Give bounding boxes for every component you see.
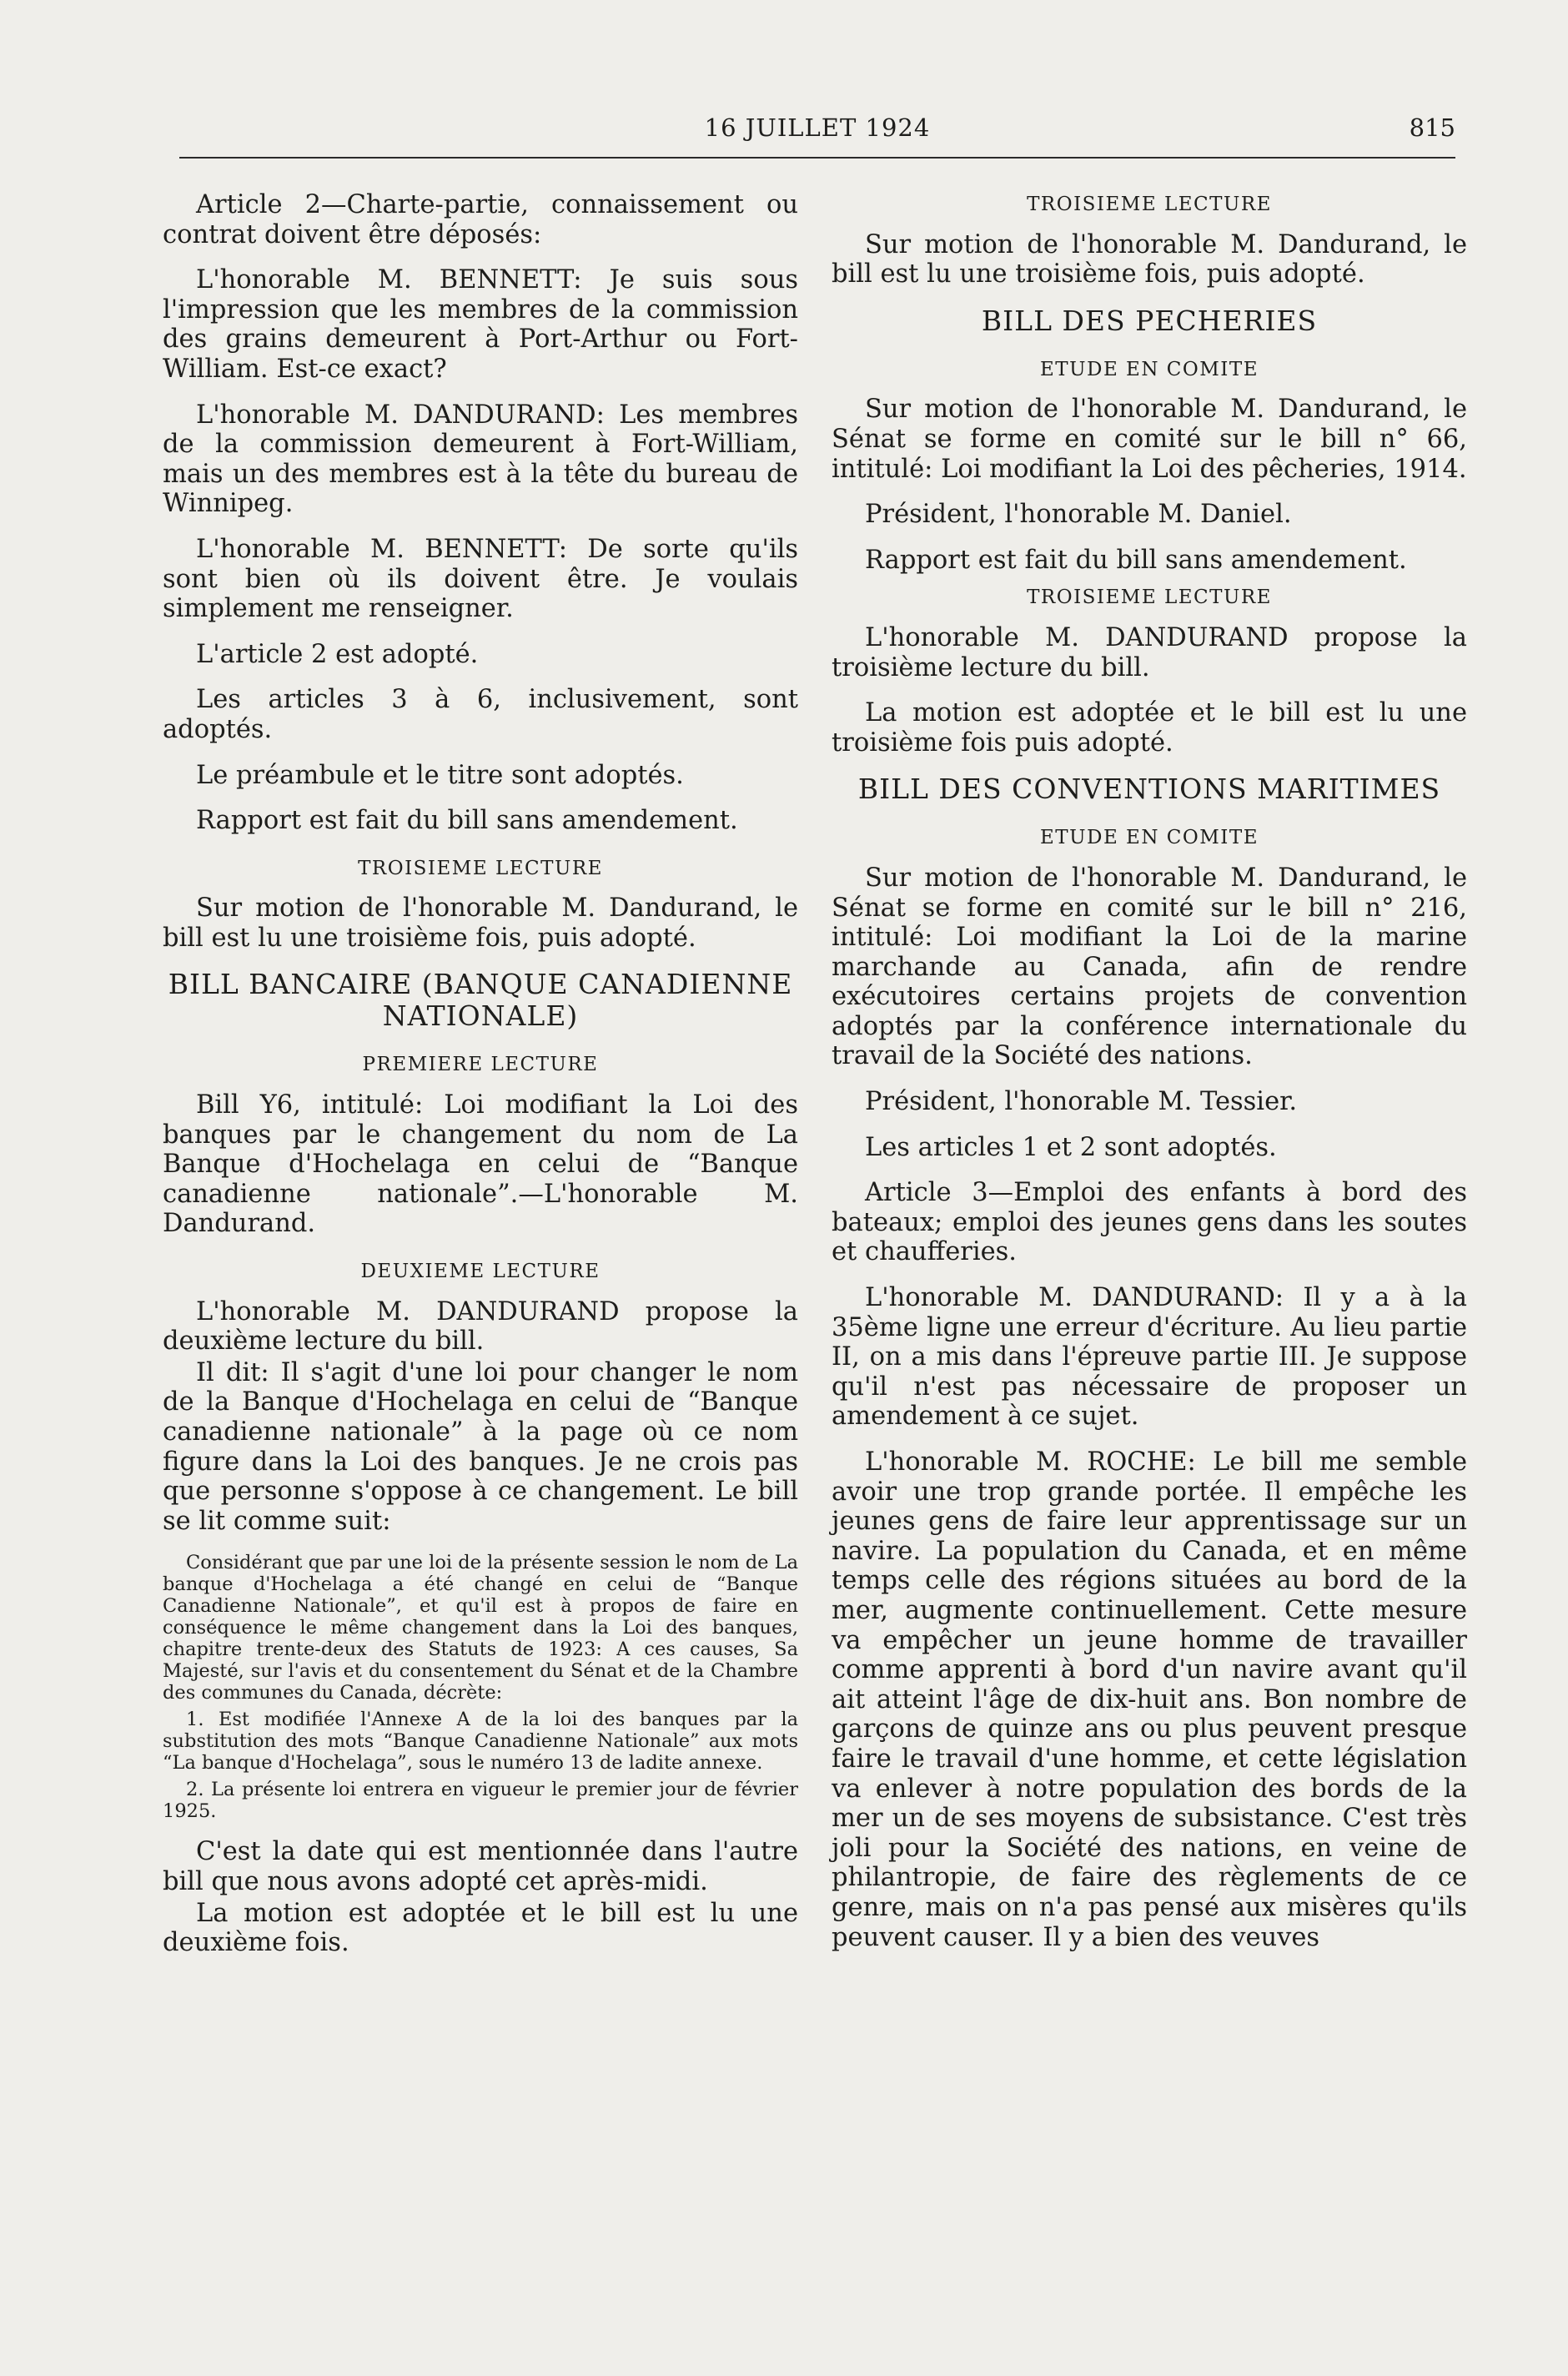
- header-date: 16 JUILLET 1924: [704, 113, 931, 142]
- paragraph: Article 3—Emploi des enfants à bord des bateaux; emploi des jeunes gens dans les soutes et chaufferies.: [832, 1178, 1467, 1267]
- paragraph: La motion est adoptée et le bill est lu une deuxième fois.: [163, 1898, 798, 1958]
- paragraph: Rapport est fait du bill sans amendement.: [196, 806, 738, 836]
- paragraph: C'est la date qui est mentionnée dans l'autre bill que nous avons adopté cet après-midi.: [163, 1837, 798, 1896]
- quoted-bill-text: 2. La présente loi entrera en vigueur le premier jour de février 1925.: [163, 1779, 798, 1823]
- paragraph: Article 2—Charte-partie, connaissement ou contrat doivent être déposés:: [163, 190, 798, 249]
- paragraph: L'honorable M. DANDURAND propose la deuxième lecture du bill.: [163, 1296, 798, 1357]
- paragraph: Sur motion de l'honorable M. Dandurand, le bill est lu une troisième fois, puis adopté.: [163, 894, 798, 953]
- paragraph: L'honorable M. BENNETT: Je suis sous l'impression que les membres de la commission des grains demeurent à Port-Arthur ou Fort-William. Est-ce exact?: [163, 265, 798, 384]
- quoted-bill-text: Considérant que par une loi de la présente session le nom de La banque d'Hochelaga a été changé en celui de “Banque Canadienne Nationale”, et qu'il est à propos de faire en conséquence le même changement dans la Loi des banques, chapitre trente-deux des Statuts de 1923: A ces causes, Sa Majesté, sur l'avis et du consentement du Sénat et de la Chambre des communes du Canada, décrète:: [163, 1552, 798, 1704]
- paragraph: Président, l'honorable M. Tessier.: [865, 1087, 1298, 1117]
- section-title: BILL BANCAIRE (BANQUE CANADIENNE NATIONALE): [168, 968, 793, 1033]
- left-column: [163, 190, 798, 1974]
- paragraph: La motion est adoptée et le bill est lu une troisième fois puis adopté.: [832, 698, 1467, 758]
- page-header: [179, 108, 1455, 159]
- section-title: BILL DES PECHERIES: [981, 304, 1318, 337]
- paragraph: L'honorable M. ROCHE: Le bill me semble avoir une trop grande portée. Il empêche les jeunes gens de faire leur apprentissage sur un navire. La population du Canada, et en même temps celle des régions situées au bord de la mer, augmente continuellement. Cette mesure va empêcher un jeune homme de travailler comme apprenti à bord d'un navire avant qu'il ait atteint l'âge de dix-huit ans. Bon nombre de garçons de quinze ans ou plus peuvent presque faire le travail d'une homme, et cette législation va enlever à notre population des bords de la mer un de ses moyens de subsistance. C'est très joli pour la Société des nations, en veine de philantropie, de faire des règlements de ce genre, mais on n'a pas pensé aux misères qu'ils peuvent causer. Il y a bien des veuves: [832, 1447, 1467, 1952]
- section-subheading: TROISIEME LECTURE: [1027, 586, 1272, 609]
- section-subheading: DEUXIEME LECTURE: [360, 1261, 601, 1283]
- paragraph: Rapport est fait du bill sans amendement.: [865, 545, 1407, 575]
- paragraph: Sur motion de l'honorable M. Dandurand, le Sénat se forme en comité sur le bill n° 66, intitulé: Loi modifiant la Loi des pêcheries, 1914.: [832, 395, 1467, 484]
- paragraph: Les articles 3 à 6, inclusivement, sont adoptés.: [163, 685, 798, 744]
- paragraph: L'honorable M. DANDURAND: Il y a à la 35ème ligne une erreur d'écriture. Au lieu partie II, on a mis dans l'épreuve partie III. Je suppose qu'il n'est pas nécessaire de proposer un amendement à ce sujet.: [832, 1283, 1467, 1432]
- paragraph: L'article 2 est adopté.: [196, 639, 479, 669]
- quoted-bill-text: 1. Est modifiée l'Annexe A de la loi des banques par la substitution des mots “Banque Canadienne Nationale” aux mots “La banque d'Hochelaga”, sous le numéro 13 de ladite annexe.: [163, 1709, 798, 1774]
- paragraph: Bill Y6, intitulé: Loi modifiant la Loi des banques par le changement du nom de La Banque d'Hochelaga en celui de “Banque canadienne nationale”.—L'honorable M. Dandurand.: [163, 1090, 798, 1239]
- right-column: [832, 190, 1467, 1968]
- paragraph: L'honorable M. BENNETT: De sorte qu'ils sont bien où ils doivent être. Je voulais simplement me renseigner.: [163, 534, 798, 624]
- section-subheading: ETUDE EN COMITE: [1039, 827, 1259, 849]
- section-subheading: PREMIERE LECTURE: [362, 1054, 599, 1076]
- paragraph: Les articles 1 et 2 sont adoptés.: [865, 1132, 1277, 1162]
- paragraph: Sur motion de l'honorable M. Dandurand, le Sénat se forme en comité sur le bill n° 216, intitulé: Loi modifiant la Loi de la marine marchande au Canada, afin de rendre exécutoires certains projets de convention adoptés par la conférence internationale du travail de la Société des nations.: [832, 863, 1467, 1071]
- section-subheading: TROISIEME LECTURE: [1027, 194, 1272, 215]
- section-title: BILL DES CONVENTIONS MARITIMES: [857, 773, 1441, 806]
- paragraph: L'honorable M. DANDURAND propose la troisième lecture du bill.: [832, 622, 1467, 682]
- paragraph: Sur motion de l'honorable M. Dandurand, le bill est lu une troisième fois, puis adopté.: [832, 229, 1467, 289]
- paragraph: Il dit: Il s'agit d'une loi pour changer le nom de la Banque d'Hochelaga en celui de “Banque canadienne nationale” à la page où ce nom figure dans la Loi des banques. Je ne crois pas que personne s'oppose à ce changement. Le bill se lit comme suit:: [163, 1357, 798, 1536]
- section-subheading: ETUDE EN COMITE: [1039, 358, 1259, 380]
- paragraph: L'honorable M. DANDURAND: Les membres de la commission demeurent à Fort-William, mais un des membres est à la tête du bureau de Winnipeg.: [163, 400, 798, 519]
- section-subheading: TROISIEME LECTURE: [358, 857, 603, 879]
- paragraph: Le préambule et le titre sont adoptés.: [196, 760, 684, 790]
- page-number: 815: [1409, 113, 1455, 142]
- paragraph: Président, l'honorable M. Daniel.: [865, 500, 1292, 530]
